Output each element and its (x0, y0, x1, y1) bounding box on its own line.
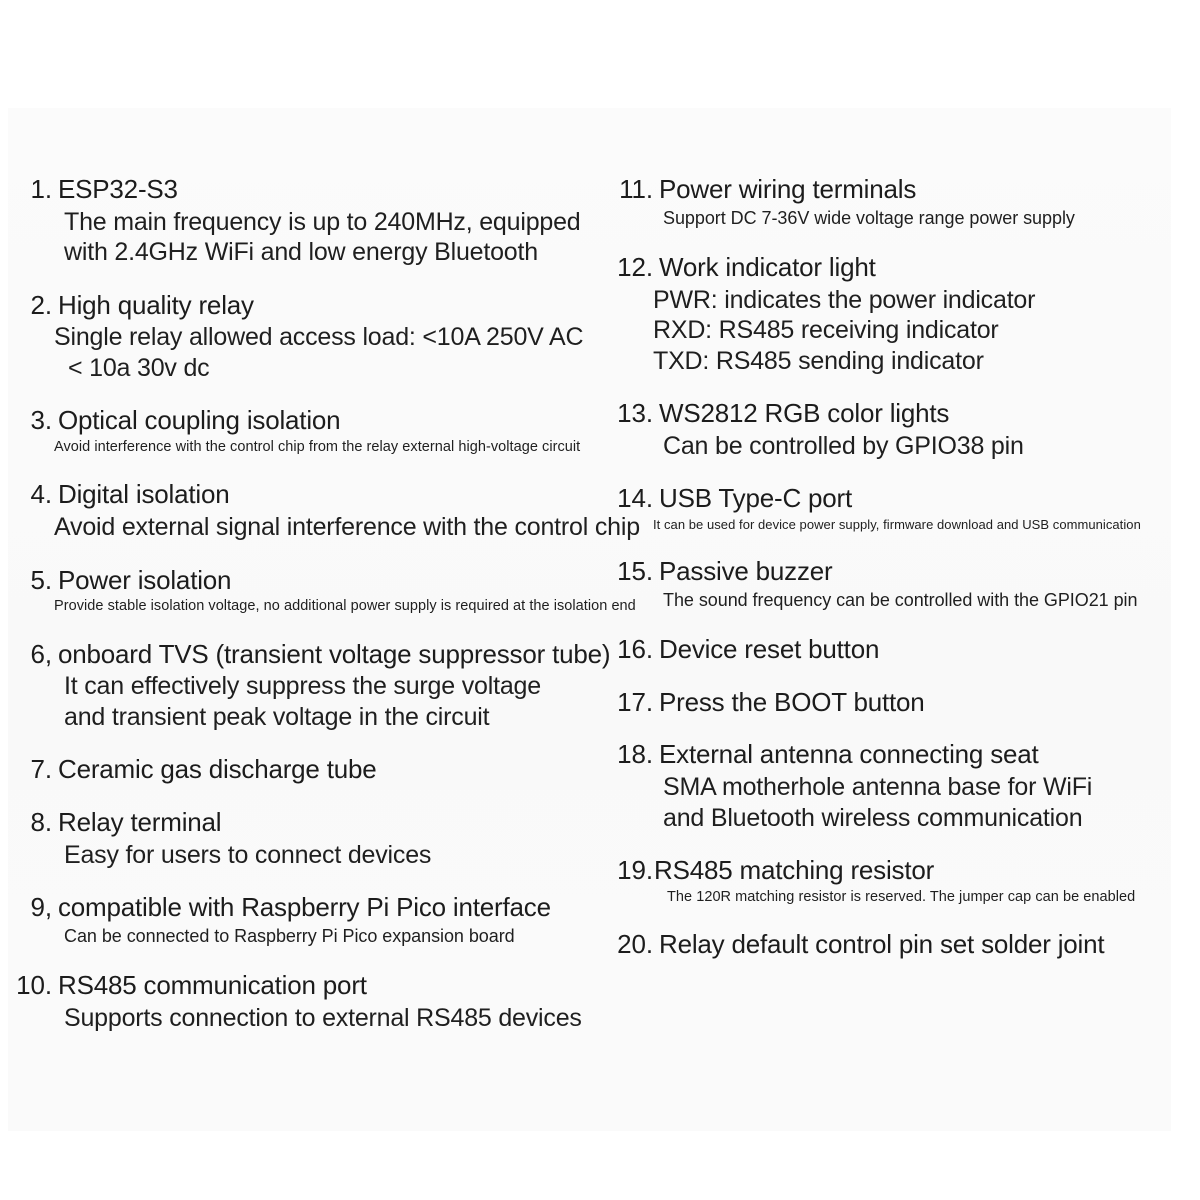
feature-title: Power isolation (58, 564, 232, 595)
feature-heading (16, 479, 615, 510)
feature-title: Press the BOOT button (659, 686, 925, 717)
feature-heading (615, 483, 1171, 514)
feature-title: onboard TVS (transient voltage suppressor tube) (58, 638, 611, 669)
feature-item (615, 174, 1171, 230)
feature-description (615, 431, 1171, 462)
feature-description-line: Supports connection to external RS485 devices (64, 1003, 582, 1032)
feature-title: ESP32-S3 (58, 174, 178, 204)
feature-item (615, 556, 1171, 612)
feature-number: 15. (617, 556, 653, 587)
feature-number: 1. (30, 174, 52, 204)
feature-title: Relay default control pin set solder joint (659, 929, 1105, 960)
feature-number: 5. (30, 564, 52, 595)
feature-title: Optical coupling isolation (58, 405, 341, 436)
feature-description-line: The sound frequency can be controlled with the GPIO21 pin (663, 589, 1138, 610)
feature-list-panel (8, 108, 1171, 1131)
feature-item (615, 855, 1171, 907)
feature-title: USB Type-C port (659, 483, 853, 514)
feature-item (16, 970, 615, 1033)
feature-title: compatible with Raspberry Pi Pico interface (58, 892, 551, 923)
feature-heading (615, 929, 1171, 960)
feature-heading (16, 565, 615, 596)
feature-title: Device reset button (659, 634, 880, 665)
feature-title: Relay terminal (58, 807, 222, 838)
feature-item (16, 892, 615, 948)
feature-description-line: Can be controlled by GPIO38 pin (663, 431, 1024, 460)
feature-description (16, 671, 615, 732)
feature-description-line: Support DC 7-36V wide voltage range power supply (663, 207, 1075, 228)
feature-title: Digital isolation (58, 479, 230, 510)
feature-description (16, 840, 615, 871)
feature-number: 18. (617, 739, 653, 770)
feature-item (16, 405, 615, 457)
feature-number: 10. (16, 970, 52, 1001)
feature-number: 14. (617, 483, 653, 514)
feature-description-line: SMA motherhole antenna base for WiFi (663, 773, 1093, 802)
feature-description (615, 589, 1171, 612)
feature-description-line: with 2.4GHz WiFi and low energy Bluetooth (64, 238, 538, 267)
feature-title: RS485 communication port (58, 970, 367, 1001)
feature-number: 17. (617, 686, 653, 717)
feature-description-line: RXD: RS485 receiving indicator (653, 316, 999, 345)
feature-description (615, 285, 1171, 377)
feature-number: 19. (617, 855, 653, 886)
feature-description-line: Avoid interference with the control chip from the relay external high-voltage circuit (54, 439, 581, 456)
feature-description-line: Can be connected to Raspberry Pi Pico expansion board (64, 925, 515, 946)
feature-number: 8. (30, 807, 52, 838)
feature-item (615, 634, 1171, 665)
feature-item (16, 639, 615, 733)
feature-description-line: < 10a 30v dc (68, 353, 210, 382)
feature-heading (615, 739, 1171, 770)
feature-description-line: TXD: RS485 sending indicator (653, 346, 984, 375)
feature-number: 4. (30, 479, 52, 510)
feature-number: 9, (30, 892, 52, 923)
feature-description-line: Single relay allowed access load: <10A 250V AC (54, 323, 584, 352)
feature-item (615, 398, 1171, 461)
feature-heading (16, 290, 615, 321)
feature-columns (8, 108, 1171, 1131)
feature-item (16, 564, 636, 617)
feature-description (16, 207, 615, 268)
feature-heading (615, 634, 1171, 665)
feature-item (16, 807, 615, 870)
feature-heading (16, 970, 615, 1001)
feature-title: Ceramic gas discharge tube (58, 754, 377, 785)
feature-description (615, 516, 1171, 534)
feature-item (16, 754, 615, 785)
feature-title: External antenna connecting seat (659, 739, 1039, 770)
feature-number: 20. (617, 929, 653, 960)
feature-title: Power wiring terminals (659, 174, 917, 204)
feature-title: Work indicator light (659, 252, 876, 283)
feature-heading (615, 252, 1171, 283)
feature-description-line: PWR: indicates the power indicator (653, 285, 1036, 314)
feature-number: 11. (619, 174, 653, 204)
feature-number: 7. (30, 754, 52, 785)
feature-item (16, 290, 615, 384)
feature-description-line: and transient peak voltage in the circuit (64, 702, 490, 731)
feature-heading (16, 405, 615, 436)
feature-number: 16. (617, 634, 653, 665)
feature-heading (615, 398, 1171, 429)
feature-description-line: Easy for users to connect devices (64, 840, 432, 869)
feature-description (615, 207, 1171, 230)
feature-item (16, 174, 615, 268)
feature-heading (615, 855, 1171, 886)
feature-heading (16, 892, 615, 923)
feature-description-line: It can be used for device power supply, firmware download and USB communication (653, 517, 1141, 533)
feature-description (615, 772, 1171, 833)
feature-heading (16, 639, 615, 670)
feature-number: 6, (30, 638, 52, 669)
feature-column-right (615, 108, 1171, 982)
feature-heading (16, 807, 615, 838)
feature-description-line: and Bluetooth wireless communication (663, 803, 1083, 832)
feature-item (615, 483, 1171, 534)
feature-heading (615, 687, 1171, 718)
feature-heading (615, 556, 1171, 587)
feature-heading (615, 174, 1171, 205)
feature-item (615, 739, 1171, 833)
feature-title: Passive buzzer (659, 556, 833, 587)
feature-description-line: The 120R matching resistor is reserved. The jumper cap can be enabled (667, 888, 1136, 905)
feature-title: WS2812 RGB color lights (659, 398, 950, 429)
feature-description (16, 512, 640, 543)
feature-description (16, 925, 615, 948)
feature-description (615, 888, 1171, 907)
feature-number: 3. (30, 405, 52, 436)
feature-number: 2. (30, 289, 52, 320)
feature-description-line: The main frequency is up to 240MHz, equipped (64, 207, 581, 236)
feature-description (16, 1003, 615, 1034)
feature-number: 13. (617, 398, 653, 429)
feature-item (615, 687, 1171, 718)
feature-description-line: Provide stable isolation voltage, no additional power supply is required at the isolation end (54, 598, 636, 615)
feature-description (16, 322, 615, 383)
feature-description-line: Avoid external signal interference with the control chip (54, 513, 640, 542)
feature-item (615, 929, 1171, 960)
feature-description (16, 597, 636, 616)
feature-number: 12. (617, 252, 653, 283)
feature-item (615, 252, 1171, 376)
feature-heading (16, 754, 615, 785)
feature-title: High quality relay (58, 289, 254, 320)
feature-title: RS485 matching resistor (654, 855, 935, 886)
feature-description (16, 438, 615, 457)
feature-description-line: It can effectively suppress the surge voltage (64, 672, 541, 701)
feature-heading (16, 174, 615, 205)
